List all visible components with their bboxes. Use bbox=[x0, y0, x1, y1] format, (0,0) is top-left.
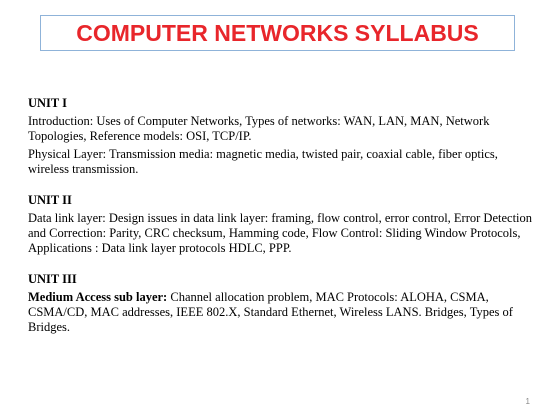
unit-section-2 bbox=[28, 193, 533, 256]
paragraph-bold-lead: Medium Access sub layer: bbox=[28, 290, 168, 304]
unit-paragraph bbox=[28, 147, 533, 177]
syllabus-content bbox=[28, 96, 533, 351]
page-title: COMPUTER NETWORKS SYLLABUS bbox=[76, 19, 479, 46]
unit-heading: UNIT III bbox=[28, 272, 77, 286]
title-box bbox=[40, 15, 515, 51]
paragraph-text: Data link layer: Design issues in data link layer: framing, flow control, error control, Error Detection and Correction: Parity, CRC checksum, Hamming code, Flow Control: Sliding Window Protocols, Applications : Data link layer protocols HDLC, PPP. bbox=[28, 211, 533, 255]
unit-section-3 bbox=[28, 272, 533, 335]
unit-paragraph bbox=[28, 211, 533, 256]
paragraph-text: Channel allocation problem, MAC Protocols: ALOHA, CSMA, CSMA/CD, MAC addresses, IEEE 802.X, Standard Ethernet, Wireless LANS. Bridges, Types of Bridges. bbox=[28, 290, 513, 334]
unit-heading: UNIT II bbox=[28, 193, 72, 207]
unit-paragraph bbox=[28, 114, 533, 144]
unit-section-1 bbox=[28, 96, 533, 177]
unit-heading: UNIT I bbox=[28, 96, 68, 110]
page-number: 1 bbox=[525, 397, 530, 406]
unit-paragraph bbox=[28, 290, 533, 335]
paragraph-text: Physical Layer: Transmission media: magnetic media, twisted pair, coaxial cable, fiber optics, wireless transmission. bbox=[28, 147, 498, 176]
paragraph-text: Introduction: Uses of Computer Networks, Types of networks: WAN, LAN, MAN, Network Topologies, Reference models: OSI, TCP/IP. bbox=[28, 114, 490, 143]
